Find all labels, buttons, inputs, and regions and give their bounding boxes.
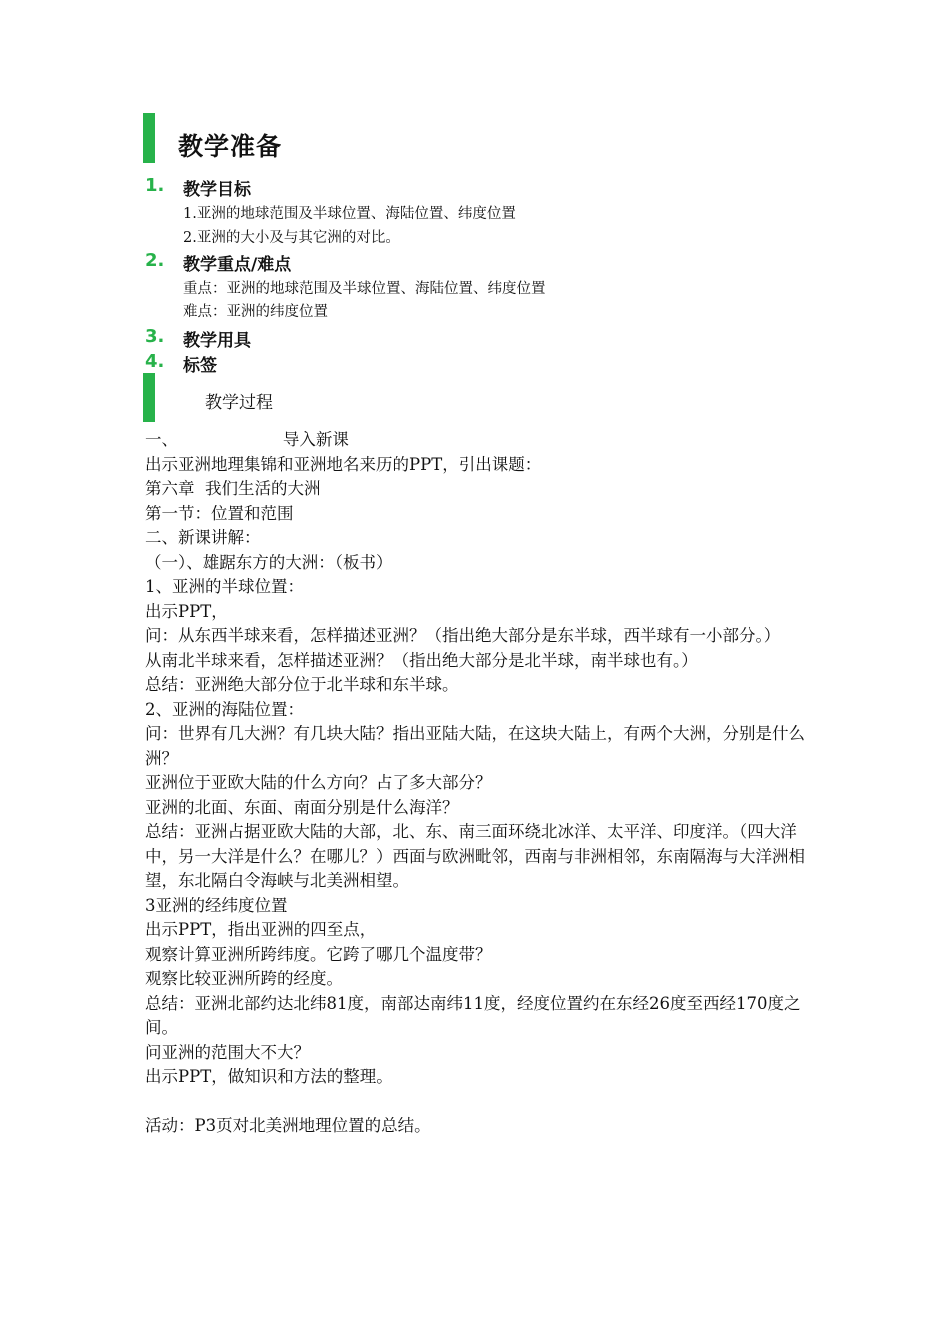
key-point-line: 重点：亚洲的地球范围及半球位置、海陆位置、纬度位置 <box>183 281 546 297</box>
text-line: 活动：P3页对北美洲地理位置的总结。 <box>145 1116 431 1135</box>
process-heading: 教学过程 <box>205 393 273 413</box>
section-4-title: 标签 <box>183 356 217 376</box>
process-heading-bar <box>143 373 155 422</box>
text-line: 总结：亚洲绝大部分位于北半球和东半球。 <box>145 675 459 694</box>
section-4-number: 4. <box>145 351 165 372</box>
prep-heading: 教学准备 <box>178 132 283 161</box>
text-line: 亚洲位于亚欧大陆的什么方向？占了多大部分？ <box>145 773 492 792</box>
section-2-number: 2. <box>145 250 165 271</box>
section-1-title: 教学目标 <box>183 180 251 200</box>
text-line: 观察计算亚洲所跨纬度。它跨了哪几个温度带？ <box>145 944 492 964</box>
text-paragraph: 总结：亚洲北部约达北纬81度，南部达南纬11度，经度位置约在东经26度至西经170度之间。 <box>145 993 801 1037</box>
section-3-number: 3. <box>145 326 165 347</box>
text-line: 1、亚洲的半球位置： <box>145 577 304 596</box>
text-line: 观察比较亚洲所跨的经度。 <box>145 969 343 988</box>
objective-line-2: 2.亚洲的大小及与其它洲的对比。 <box>183 230 400 246</box>
blank-line <box>145 1090 815 1115</box>
text-paragraph: 问：世界有几大洲？有几块大陆？指出亚陆大陆，在这块大陆上，有两个大洲，分别是什么洲？ <box>145 724 805 768</box>
text-line: 问亚洲的范围大不大？ <box>145 1042 310 1062</box>
prep-heading-bar <box>143 113 155 163</box>
text-line: （一）、雄踞东方的大洲：（板书） <box>145 552 393 572</box>
text-paragraph: 总结：亚洲占据亚欧大陆的大部，北、东、南三面环绕北冰洋、太平洋、印度洋。（四大洋中，另一大洋是什么？在哪儿？）西面与欧洲毗邻，西南与非洲相邻，东南隔海与大洋洲相望，东北隔白令海峡与北美洲相望。 <box>145 822 805 890</box>
text-line: 亚洲的北面、东面、南面分别是什么海洋？ <box>145 797 459 817</box>
text-paragraph: 问：从东西半球来看，怎样描述亚洲？（指出绝大部分是东半球，西半球有一小部分。） <box>145 626 781 645</box>
section-2-title: 教学重点/难点 <box>183 255 292 275</box>
text-line: 出示PPT， <box>145 601 228 621</box>
text-line: 3亚洲的经纬度位置 <box>145 895 288 915</box>
text-line: 二、新课讲解： <box>145 528 261 547</box>
text-line: 2、亚洲的海陆位置： <box>145 699 304 719</box>
text-line: 从南北半球来看，怎样描述亚洲？（指出绝大部分是北半球，南半球也有。） <box>145 650 698 670</box>
text-line: 第一节：位置和范围 <box>145 503 294 523</box>
text-line: 出示PPT，指出亚洲的四至点， <box>145 920 377 939</box>
text-line: 出示亚洲地理集锦和亚洲地名来历的PPT，引出课题： <box>145 454 542 474</box>
text-line: 第六章 我们生活的大洲 <box>145 479 321 498</box>
difficulty-line: 难点：亚洲的纬度位置 <box>183 304 328 320</box>
process-body <box>145 428 815 1139</box>
objective-line-1: 1.亚洲的地球范围及半球位置、海陆位置、纬度位置 <box>183 206 516 222</box>
text-line: 出示PPT，做知识和方法的整理。 <box>145 1067 393 1086</box>
section-1-number: 1. <box>145 175 165 196</box>
section-3-title: 教学用具 <box>183 331 251 351</box>
text-line: 一、 导入新课 <box>145 430 349 449</box>
